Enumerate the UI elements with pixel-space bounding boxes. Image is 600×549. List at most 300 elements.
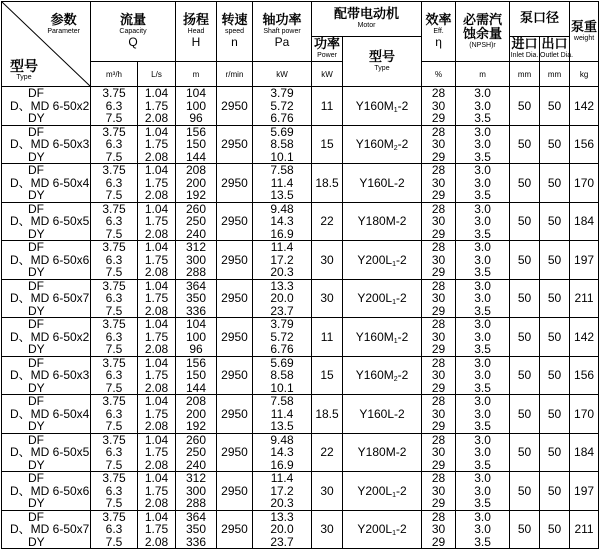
efficiency-cell-value: 29 [431, 380, 446, 395]
npsh-cell-value: 3.0 [474, 406, 491, 421]
weight-cell: 197 [570, 241, 599, 280]
inlet-cell: 50 [510, 318, 540, 357]
speed-cell: 2950 [217, 125, 253, 164]
shaft-power-cell [253, 87, 312, 126]
table-row [2, 202, 599, 241]
table-row [2, 472, 599, 511]
model-cell-value: DY [28, 265, 45, 279]
motor-power-header: 功率 Power [312, 37, 343, 62]
flow-m3h-cell-value: 6.3 [105, 445, 123, 459]
shaft-power-cell-value: 5.69 [270, 124, 294, 139]
flow-ls-cell-value: 1.75 [144, 137, 169, 151]
shaft-power-cell [253, 433, 312, 472]
npsh-cell [456, 241, 510, 280]
npsh-cell-value: 3.0 [474, 137, 491, 151]
efficiency-cell [422, 241, 456, 280]
flow-ls-cell [138, 241, 176, 280]
outlet-cell: 50 [540, 395, 570, 434]
flow-ls-cell-value: 1.75 [144, 252, 169, 267]
unit-speed: r/min [217, 62, 253, 87]
motor-type-base: Y200L [357, 483, 393, 498]
flow-ls-cell [138, 433, 176, 472]
npsh-cell-value: 3.0 [474, 355, 491, 370]
model-cell-value: D、MD 6-50x2 [10, 98, 90, 113]
flow-ls-cell [138, 279, 176, 318]
model-cell [2, 318, 91, 357]
shaft-power-cell-value: 23.7 [270, 534, 294, 549]
npsh-cell-value: 3.5 [474, 226, 491, 241]
flow-m3h-cell-value: 7.5 [105, 496, 123, 510]
flow-ls-cell-value: 2.08 [144, 111, 169, 125]
npsh-cell-value: 3.0 [474, 394, 491, 408]
head-cell-value: 200 [186, 175, 207, 190]
npsh-cell [456, 510, 510, 549]
motor-type-cell [343, 125, 422, 164]
flow-ls-cell-value: 1.04 [144, 278, 169, 293]
efficiency-cell [422, 202, 456, 241]
param-type-header [2, 2, 91, 87]
motor-type-sub: 1 [392, 260, 396, 268]
efficiency-cell-value: 28 [431, 317, 446, 331]
motor-type-cell [343, 164, 422, 203]
motor-type-sub: 1 [392, 299, 396, 307]
flow-ls-cell-value: 1.04 [144, 124, 169, 139]
flow-m3h-cell-value: 7.5 [105, 111, 123, 125]
efficiency-cell-value: 30 [431, 252, 446, 267]
motor-type-suffix: -2 [397, 368, 409, 383]
shaft-power-cell-value: 11.4 [270, 471, 294, 485]
npsh-cell [456, 472, 510, 511]
shaft-power-cell [253, 395, 312, 434]
shaft-power-cell-value: 7.58 [270, 163, 294, 177]
model-cell-value: DF [28, 394, 44, 408]
shaft-power-cell [253, 510, 312, 549]
shaft-power-cell [253, 125, 312, 164]
efficiency-cell-value: 30 [431, 329, 446, 344]
npsh-cell-value: 3.0 [474, 86, 491, 100]
model-cell-value: DF [28, 86, 44, 100]
model-cell-value: DY [28, 226, 45, 241]
shaft-power-cell-value: 6.76 [270, 111, 294, 125]
motor-header: 配带电动机 Motor [312, 2, 422, 37]
speed-cell: 2950 [217, 472, 253, 511]
head-cell-value: 364 [186, 509, 207, 524]
npsh-cell-value: 3.5 [474, 303, 491, 318]
motor-type-suffix: -2 [395, 445, 407, 460]
flow-ls-cell [138, 356, 176, 395]
motor-type-suffix: -2 [397, 329, 409, 344]
motor-power-cell: 30 [312, 510, 343, 549]
flow-ls-cell-value: 2.08 [144, 534, 169, 549]
efficiency-cell-value: 30 [431, 175, 446, 190]
npsh-cell-value: 3.5 [474, 380, 491, 395]
flow-m3h-cell-value: 7.5 [105, 457, 123, 472]
flow-m3h-cell-value: 3.75 [102, 86, 126, 100]
model-cell-value: DY [28, 419, 45, 433]
table-row [2, 279, 599, 318]
head-cell [176, 395, 217, 434]
model-cell [2, 279, 91, 318]
model-cell-value: DF [28, 432, 44, 447]
npsh-header: 必需汽 蚀余量 (NPSH)r [456, 2, 510, 62]
shaft-power-cell-value: 14.3 [270, 214, 294, 228]
npsh-cell [456, 433, 510, 472]
flow-m3h-cell [91, 318, 138, 357]
efficiency-cell-value: 30 [431, 214, 446, 228]
efficiency-cell-value: 29 [431, 534, 446, 549]
shaft-power-cell-value: 16.9 [270, 226, 294, 241]
efficiency-cell-value: 30 [431, 445, 446, 459]
npsh-cell [456, 356, 510, 395]
flow-m3h-cell-value: 3.75 [102, 278, 126, 293]
inlet-cell: 50 [510, 279, 540, 318]
flow-ls-cell [138, 395, 176, 434]
efficiency-cell-value: 28 [431, 509, 446, 524]
speed-cell: 2950 [217, 87, 253, 126]
pump-spec-table [1, 1, 599, 549]
efficiency-cell-value: 28 [431, 471, 446, 485]
weight-cell: 211 [570, 510, 599, 549]
weight-cell: 156 [570, 356, 599, 395]
weight-header: 泵重 weight [570, 2, 599, 62]
shaft-power-cell-value: 3.79 [270, 86, 294, 100]
head-cell [176, 164, 217, 203]
motor-type-cell [343, 279, 422, 318]
shaft-power-cell [253, 279, 312, 318]
flow-ls-cell-value: 1.75 [144, 214, 169, 228]
shaft-power-cell-value: 17.2 [270, 252, 294, 267]
speed-cell: 2950 [217, 395, 253, 434]
shaft-power-cell-value: 7.58 [270, 394, 294, 408]
table-row [2, 164, 599, 203]
weight-cell: 156 [570, 125, 599, 164]
head-cell-value: 150 [186, 137, 207, 151]
motor-power-cell: 18.5 [312, 164, 343, 203]
model-cell [2, 510, 91, 549]
efficiency-cell [422, 125, 456, 164]
param-label: 参数 Parameter [47, 13, 80, 35]
flow-ls-cell-value: 2.08 [144, 149, 169, 164]
speed-cell: 2950 [217, 356, 253, 395]
flow-ls-cell-value: 1.75 [144, 98, 169, 113]
efficiency-cell-value: 29 [431, 342, 446, 356]
head-cell [176, 125, 217, 164]
type-label: 型号 Type [10, 59, 38, 81]
weight-cell: 184 [570, 202, 599, 241]
table-row [2, 433, 599, 472]
shaft-power-cell [253, 318, 312, 357]
inlet-cell: 50 [510, 510, 540, 549]
efficiency-cell-value: 28 [431, 240, 446, 254]
model-cell-value: DF [28, 278, 44, 293]
head-cell-value: 300 [186, 252, 207, 267]
shaft-power-cell-value: 20.3 [270, 496, 294, 510]
flow-m3h-cell-value: 6.3 [105, 175, 123, 190]
flow-m3h-cell [91, 279, 138, 318]
flow-m3h-cell-value: 3.75 [102, 124, 126, 139]
head-cell-value: 208 [186, 163, 207, 177]
shaft-power-cell-value: 11.4 [270, 175, 294, 190]
motor-power-cell: 30 [312, 472, 343, 511]
shaft-power-cell-value: 13.3 [270, 278, 294, 293]
flow-ls-cell-value: 1.04 [144, 432, 169, 447]
head-cell-value: 260 [186, 432, 207, 447]
inlet-cell: 50 [510, 472, 540, 511]
model-cell-value: DF [28, 240, 44, 254]
motor-power-cell: 11 [312, 318, 343, 357]
flow-ls-cell [138, 472, 176, 511]
flow-m3h-cell-value: 7.5 [105, 265, 123, 279]
efficiency-cell-value: 30 [431, 522, 446, 536]
shaft-power-cell-value: 5.69 [270, 355, 294, 370]
flow-ls-cell [138, 318, 176, 357]
weight-cell: 211 [570, 279, 599, 318]
efficiency-cell-value: 29 [431, 226, 446, 241]
outlet-header: 出口 Outlet Dia. [540, 37, 570, 62]
npsh-cell-value: 3.5 [474, 188, 491, 202]
shaft-power-cell-value: 13.5 [270, 188, 294, 202]
flow-ls-cell-value: 2.08 [144, 303, 169, 318]
flow-ls-cell-value: 1.04 [144, 471, 169, 485]
head-cell-value: 240 [186, 226, 207, 241]
flow-ls-cell [138, 87, 176, 126]
motor-type-cell [343, 510, 422, 549]
npsh-cell-value: 3.0 [474, 98, 491, 113]
efficiency-cell-value: 29 [431, 111, 446, 125]
unit-npsh: m [456, 62, 510, 87]
head-header: 扬程 Head H [176, 2, 217, 62]
motor-power-cell: 15 [312, 125, 343, 164]
flow-ls-cell-value: 1.04 [144, 86, 169, 100]
flow-ls-cell-value: 2.08 [144, 265, 169, 279]
head-cell [176, 87, 217, 126]
flow-m3h-cell-value: 7.5 [105, 226, 123, 241]
weight-cell: 184 [570, 433, 599, 472]
speed-header: 转速 speed n [217, 2, 253, 62]
flow-ls-cell-value: 2.08 [144, 188, 169, 202]
shaft-power-cell-value: 17.2 [270, 483, 294, 498]
motor-type-base: Y180M [357, 445, 396, 460]
efficiency-cell-value: 28 [431, 394, 446, 408]
model-cell-value: D、MD 6-50x4 [10, 406, 90, 421]
efficiency-cell-value: 29 [431, 303, 446, 318]
motor-type-base: Y200L [357, 252, 393, 267]
outlet-cell: 50 [540, 472, 570, 511]
shaft-power-cell-value: 10.1 [270, 380, 294, 395]
inlet-cell: 50 [510, 125, 540, 164]
model-cell-value: D、MD 6-50x7 [10, 291, 90, 305]
npsh-cell [456, 395, 510, 434]
model-cell-value: D、MD 6-50x2 [10, 329, 90, 344]
table-row [2, 241, 599, 280]
unit-motor-power: kW [312, 62, 343, 87]
motor-type-base: Y160M [355, 98, 394, 113]
flow-ls-cell-value: 1.75 [144, 175, 169, 190]
efficiency-cell-value: 29 [431, 496, 446, 510]
motor-type-sub: 1 [393, 106, 398, 114]
head-cell [176, 241, 217, 280]
flow-m3h-cell [91, 125, 138, 164]
npsh-cell-value: 3.0 [474, 124, 491, 139]
flow-m3h-cell [91, 433, 138, 472]
efficiency-cell-value: 28 [431, 278, 446, 293]
head-cell-value: 250 [186, 214, 207, 228]
unit-head: m [176, 62, 217, 87]
flow-m3h-cell-value: 7.5 [105, 419, 123, 433]
shaft-power-cell-value: 20.0 [270, 522, 294, 536]
efficiency-cell-value: 28 [431, 124, 446, 139]
flow-m3h-cell-value: 3.75 [102, 201, 126, 216]
model-cell [2, 395, 91, 434]
motor-type-base: Y160L [359, 406, 395, 421]
model-cell-value: D、MD 6-50x7 [10, 522, 90, 536]
model-cell-value: DF [28, 201, 44, 216]
motor-type-suffix: -2 [395, 252, 407, 267]
flow-ls-cell [138, 202, 176, 241]
efficiency-cell [422, 356, 456, 395]
model-cell [2, 125, 91, 164]
npsh-cell-value: 3.0 [474, 317, 491, 331]
head-cell-value: 156 [186, 355, 207, 370]
head-cell-value: 144 [186, 149, 207, 164]
npsh-cell-value: 3.5 [474, 534, 491, 549]
shaft-power-cell [253, 472, 312, 511]
flow-m3h-cell-value: 6.3 [105, 214, 123, 228]
flow-ls-cell-value: 1.75 [144, 445, 169, 459]
efficiency-cell-value: 28 [431, 163, 446, 177]
head-cell-value: 250 [186, 445, 207, 459]
table-row [2, 125, 599, 164]
npsh-cell [456, 279, 510, 318]
efficiency-cell-value: 30 [431, 137, 446, 151]
shaft-power-cell-value: 9.48 [270, 432, 294, 447]
shaft-power-cell-value: 16.9 [270, 457, 294, 472]
npsh-cell-value: 3.0 [474, 240, 491, 254]
motor-type-cell [343, 318, 422, 357]
bore-header: 泵口径 [510, 2, 570, 37]
efficiency-cell-value: 28 [431, 201, 446, 216]
unit-outlet: mm [540, 62, 570, 87]
head-cell [176, 279, 217, 318]
outlet-cell: 50 [540, 164, 570, 203]
motor-type-base: Y160L [359, 175, 395, 190]
motor-type-suffix: -2 [395, 291, 407, 306]
model-cell-value: DF [28, 355, 44, 370]
head-cell [176, 202, 217, 241]
efficiency-header: 效率 Eff. η [422, 2, 456, 62]
flow-ls-cell-value: 2.08 [144, 457, 169, 472]
flow-ls-cell-value: 1.04 [144, 394, 169, 408]
outlet-cell: 50 [540, 356, 570, 395]
motor-power-cell: 22 [312, 433, 343, 472]
efficiency-cell-value: 28 [431, 355, 446, 370]
efficiency-cell-value: 30 [431, 368, 446, 382]
shaft-power-cell [253, 164, 312, 203]
shaft-power-cell-value: 13.5 [270, 419, 294, 433]
flow-m3h-cell-value: 3.75 [102, 355, 126, 370]
flow-ls-cell-value: 1.04 [144, 163, 169, 177]
shaft-power-cell [253, 356, 312, 395]
model-cell-value: D、MD 6-50x3 [10, 368, 90, 382]
shaft-power-cell-value: 10.1 [270, 149, 294, 164]
shaft-power-cell [253, 202, 312, 241]
flow-m3h-cell-value: 6.3 [105, 522, 123, 536]
flow-ls-cell-value: 2.08 [144, 419, 169, 433]
npsh-cell-value: 3.0 [474, 522, 491, 536]
efficiency-cell-value: 30 [431, 406, 446, 421]
shaft-power-cell-value: 20.3 [270, 265, 294, 279]
npsh-cell-value: 3.0 [474, 201, 491, 216]
head-cell-value: 200 [186, 406, 207, 421]
shaft-power-cell-value: 23.7 [270, 303, 294, 318]
model-cell-value: DY [28, 457, 45, 472]
head-cell-value: 336 [186, 534, 207, 549]
head-cell [176, 318, 217, 357]
flow-m3h-cell-value: 6.3 [105, 329, 123, 344]
motor-type-cell [343, 87, 422, 126]
efficiency-cell-value: 29 [431, 265, 446, 279]
model-cell-value: DF [28, 509, 44, 524]
flow-ls-cell-value: 1.75 [144, 329, 169, 344]
npsh-cell-value: 3.5 [474, 457, 491, 472]
shaft-power-cell-value: 20.0 [270, 291, 294, 305]
inlet-cell: 50 [510, 241, 540, 280]
outlet-cell: 50 [540, 202, 570, 241]
head-cell-value: 192 [186, 419, 207, 433]
efficiency-cell-value: 29 [431, 149, 446, 164]
model-cell [2, 87, 91, 126]
flow-ls-cell-value: 1.75 [144, 406, 169, 421]
efficiency-cell-value: 29 [431, 419, 446, 433]
efficiency-cell [422, 395, 456, 434]
flow-ls-cell-value: 1.75 [144, 483, 169, 498]
head-cell-value: 156 [186, 124, 207, 139]
npsh-cell-value: 3.0 [474, 368, 491, 382]
npsh-cell-value: 3.5 [474, 419, 491, 433]
motor-type-base: Y200L [357, 291, 393, 306]
weight-cell: 170 [570, 164, 599, 203]
model-cell-value: D、MD 6-50x6 [10, 483, 90, 498]
motor-type-suffix: -2 [395, 214, 407, 229]
npsh-cell-value: 3.5 [474, 265, 491, 279]
flow-m3h-cell-value: 6.3 [105, 483, 123, 498]
motor-type-base: Y160M [355, 329, 394, 344]
shaft-power-cell-value: 11.4 [270, 406, 294, 421]
flow-m3h-cell-value: 3.75 [102, 240, 126, 254]
flow-ls-cell-value: 1.04 [144, 355, 169, 370]
unit-inlet: mm [510, 62, 540, 87]
model-cell-value: D、MD 6-50x6 [10, 252, 90, 267]
model-cell-value: D、MD 6-50x4 [10, 175, 90, 190]
flow-m3h-cell-value: 6.3 [105, 291, 123, 305]
flow-m3h-cell-value: 6.3 [105, 98, 123, 113]
model-cell-value: DY [28, 188, 45, 202]
npsh-cell-value: 3.5 [474, 149, 491, 164]
head-cell-value: 288 [186, 265, 207, 279]
efficiency-cell [422, 87, 456, 126]
head-cell-value: 350 [186, 291, 207, 305]
head-cell-value: 96 [189, 342, 203, 356]
motor-type-suffix: -2 [397, 98, 409, 113]
speed-cell: 2950 [217, 433, 253, 472]
table-row [2, 395, 599, 434]
head-cell-value: 350 [186, 522, 207, 536]
shaft-power-cell-value: 5.72 [270, 329, 294, 344]
flow-ls-cell-value: 1.04 [144, 509, 169, 524]
flow-m3h-cell [91, 241, 138, 280]
flow-ls-cell-value: 2.08 [144, 496, 169, 510]
flow-m3h-cell-value: 6.3 [105, 252, 123, 267]
